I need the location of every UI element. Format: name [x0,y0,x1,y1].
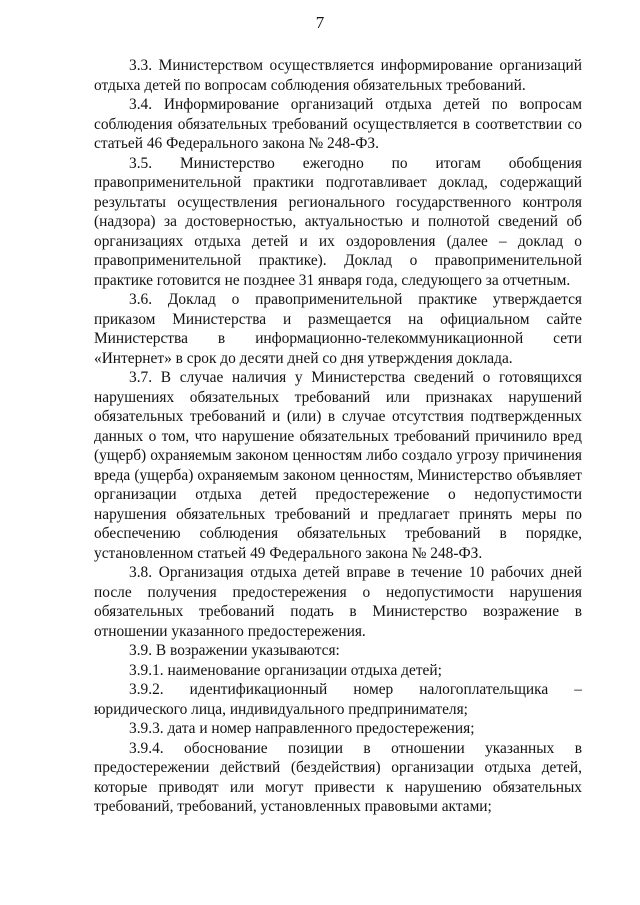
paragraph-3-6: 3.6. Доклад о правоприменительной практике утверждается приказом Министерства и размещается на официальном сайте Министерства в информационно-телекоммуникационной сети «Интернет» в срок до десяти дней со дня утверждения доклада. [94,291,582,367]
paragraph-3-7: 3.7. В случае наличия у Министерства сведений о готовящихся нарушениях обязательных требований или признаках нарушений обязательных требований и (или) в случае отсутствия подтвержденных данных о том, что нарушение обязательных требований причинило вред (ущерб) охраняемым законом ценностям либо создало угрозу причинения вреда (ущерба) охраняемым законом ценностям, Министерство объявляет организации отдыха детей предостережение о недопустимости нарушения обязательных требований и предлагает принять меры по обеспечению соблюдения обязательных требований в порядке, установленном статьей 49 Федерального закона № 248-ФЗ. [94,369,582,562]
paragraph-3-8: 3.8. Организация отдыха детей вправе в течение 10 рабочих дней после получения предостережения о недопустимости нарушения обязательных требований подать в Министерство возражение в отношении указанного предостережения. [94,564,582,640]
page-number: 7 [315,13,325,32]
paragraph-3-3: 3.3. Министерством осуществляется информирование организаций отдыха детей по вопросам соблюдения обязательных требований. [94,57,582,94]
paragraph-3-9: 3.9. В возражении указываются: [129,642,340,659]
document-body [94,56,582,817]
paragraph-3-9-4: 3.9.4. обоснование позиции в отношении указанных в предостережении действий (бездействия) организации отдыха детей, которые приводят или могут привести к нарушению обязательных требований, требований, установленных правовыми актами; [94,739,582,815]
paragraph-3-9-2: 3.9.2. идентификационный номер налогоплательщика – юридического лица, индивидуального предпринимателя; [94,681,582,718]
paragraph-3-4: 3.4. Информирование организаций отдыха детей по вопросам соблюдения обязательных требований осуществляется в соответствии со статьей 46 Федерального закона № 248-ФЗ. [94,96,582,152]
paragraph-3-5: 3.5. Министерство ежегодно по итогам обобщения правоприменительной практики подготавливает доклад, содержащий результаты осуществления регионального государственного контроля (надзора) за достоверностью, актуальностью и полнотой сведений об организациях отдыха детей и их оздоровления (далее – доклад о правоприменительной практике). Доклад о правоприменительной практике готовится не позднее 31 января года, следующего за отчетным. [94,154,582,289]
paragraph-3-9-1: 3.9.1. наименование организации отдыха детей; [129,661,442,679]
paragraph-3-9-3: 3.9.3. дата и номер направленного предостережения; [129,720,475,737]
